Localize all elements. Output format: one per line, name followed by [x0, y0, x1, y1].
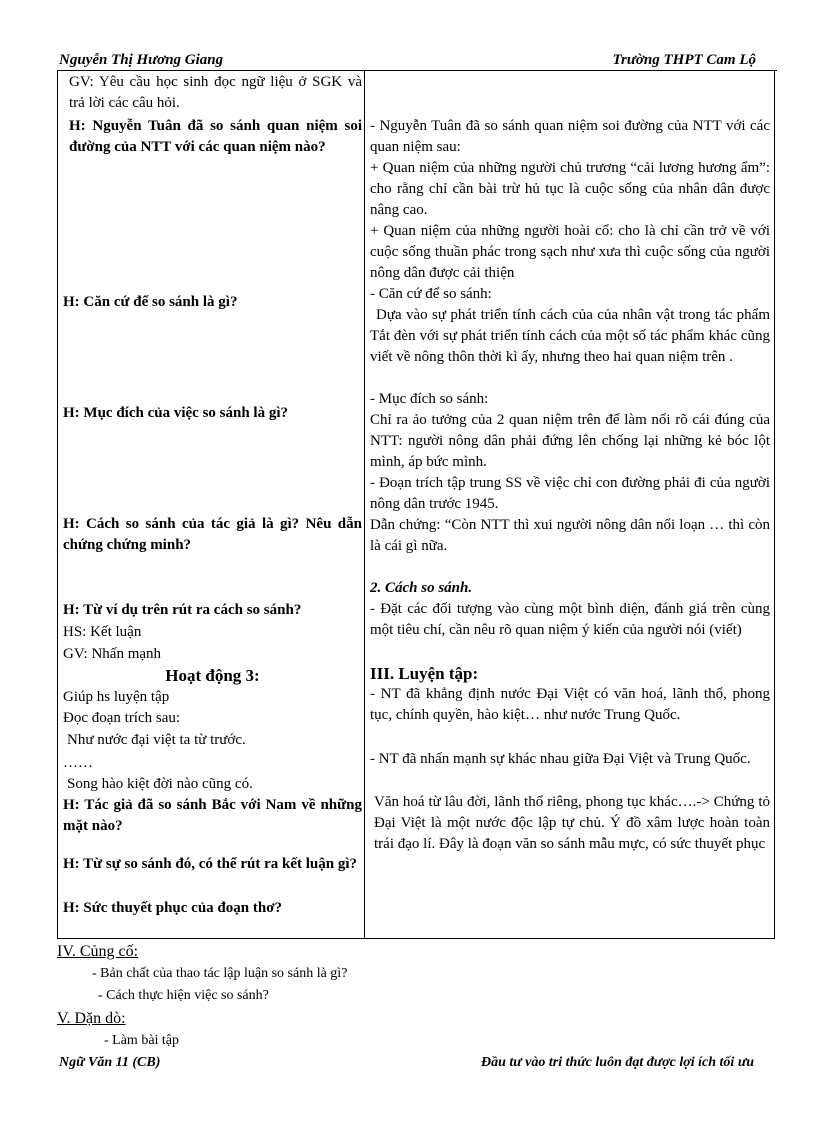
answer-7: - NT đã nhấn mạnh sự khác nhau giữa Đại Việt và Trung Quốc. [370, 751, 751, 767]
consolidation-item-1: - Bản chất của thao tác lập luận so sánh là gì? [92, 966, 348, 981]
gv-intro: GV: Yêu cầu học sinh đọc ngữ liệu ở SGK và trả lời các câu hỏi. [69, 74, 362, 111]
question-4: H: Cách so sánh của tác giả là gì? Nêu dẫn chứng chứng minh? [63, 516, 362, 553]
read-excerpt: Đọc đoạn trích sau: [63, 710, 181, 726]
answer-1: - Nguyễn Tuân đã so sánh quan niệm soi đường của NTT với các quan niệm sau: [370, 118, 770, 155]
question-6: H: Tác giả đã so sánh Bắc với Nam về những mặt nào? [63, 797, 362, 834]
answer-3-body: Chỉ ra ảo tưởng của 2 quan niệm trên để làm nổi rõ cái đúng của NTT: người nông dân phải đứng lên chống lại những kẻ bóc lột mình, áp bức mình. [370, 412, 770, 470]
question-5: H: Từ ví dụ trên rút ra cách so sánh? [63, 602, 302, 618]
answer-4: - Đoạn trích tập trung SS về việc chỉ con đường phải đi của người nông dân trước 1945. [370, 475, 770, 512]
answer-6: - NT đã khẳng định nước Đại Việt có văn hoá, lãnh thổ, phong tục, chính quyền, hào kiệt… như nước Trung Quốc. [370, 686, 770, 723]
answer-8: Văn hoá từ lâu đời, lãnh thổ riêng, phong tục khác….-> Chứng tỏ Đại Việt là một nước độc lập tự chủ. Ý đồ xâm lược hoàn toàn trái đạo lí. Đây là đoạn văn so sánh mẫu mực, có sức thuyết phục [374, 794, 770, 852]
section-3-heading: III. Luyện tập: [370, 664, 479, 683]
section-2-heading: 2. Cách so sánh. [370, 580, 473, 596]
header-author: Nguyễn Thị Hương Giang [59, 52, 224, 68]
column-divider [364, 70, 365, 938]
question-1: H: Nguyễn Tuân đã so sánh quan niệm soi đường của NTT với các quan niệm nào? [69, 118, 362, 155]
practice-help: Giúp hs luyện tập [63, 689, 170, 705]
activity-3-heading: Hoạt động 3: [165, 666, 260, 685]
poem-ellipsis: …… [63, 755, 93, 771]
header-school: Trường THPT Cam Lộ [612, 52, 756, 68]
hs-conclusion: HS: Kết luận [63, 624, 142, 640]
lesson-table [57, 70, 775, 939]
answer-2-body: Dựa vào sự phát triển tính cách của của nhân vật trong tác phẩm Tắt đèn với sự phát triển tính cách của một số tác phẩm khác cũng viết về nông thôn thời kì ấy, nhưng theo hai quan niệm trên . [370, 307, 770, 365]
footer-subject: Ngữ Văn 11 (CB) [59, 1055, 161, 1070]
gv-emphasis: GV: Nhấn mạnh [63, 646, 162, 662]
homework-item: - Làm bài tập [104, 1033, 180, 1048]
question-2: H: Căn cứ để so sánh là gì? [63, 294, 238, 310]
question-7: H: Từ sự so sánh đó, có thể rút ra kết luận gì? [63, 856, 358, 872]
poem-line-2: Song hào kiệt đời nào cũng có. [67, 776, 253, 792]
question-8: H: Sức thuyết phục của đoạn thơ? [63, 900, 283, 916]
section-5-heading: V. Dặn dò: [57, 1010, 126, 1027]
answer-5: - Đặt các đối tượng vào cùng một bình diện, đánh giá trên cùng một tiêu chí, cần nêu rõ quan niệm ý kiến của người nói (viết) [370, 601, 770, 638]
answer-3-heading: - Mục đích so sánh: [370, 391, 489, 407]
poem-line-1: Như nước đại việt ta từ trước. [67, 732, 246, 748]
answer-1-point-a: + Quan niệm của những người chủ trương “cải lương hương ẩm”: cho rằng chỉ cần bài trừ hủ tục là cuộc sống của nhân dân được nâng cao. [370, 160, 770, 218]
answer-4-evidence: Dẫn chứng: “Còn NTT thì xui người nông dân nổi loạn … thì còn là cái gì nữa. [370, 517, 770, 554]
section-4-heading: IV. Củng cố: [57, 943, 139, 960]
footer-motto: Đầu tư vào tri thức luôn đạt được lợi ích tối ưu [481, 1055, 754, 1070]
consolidation-item-2: - Cách thực hiện việc so sánh? [98, 988, 269, 1003]
answer-1-point-b: + Quan niệm của những người hoài cổ: cho là chỉ cần trở về với cuộc sống thuần phác trong sạch như xưa thì cuộc sống của người nông dân được cải thiện [370, 223, 770, 281]
question-3: H: Mục đích của việc so sánh là gì? [63, 405, 289, 421]
answer-2-heading: - Căn cứ để so sánh: [370, 286, 492, 302]
